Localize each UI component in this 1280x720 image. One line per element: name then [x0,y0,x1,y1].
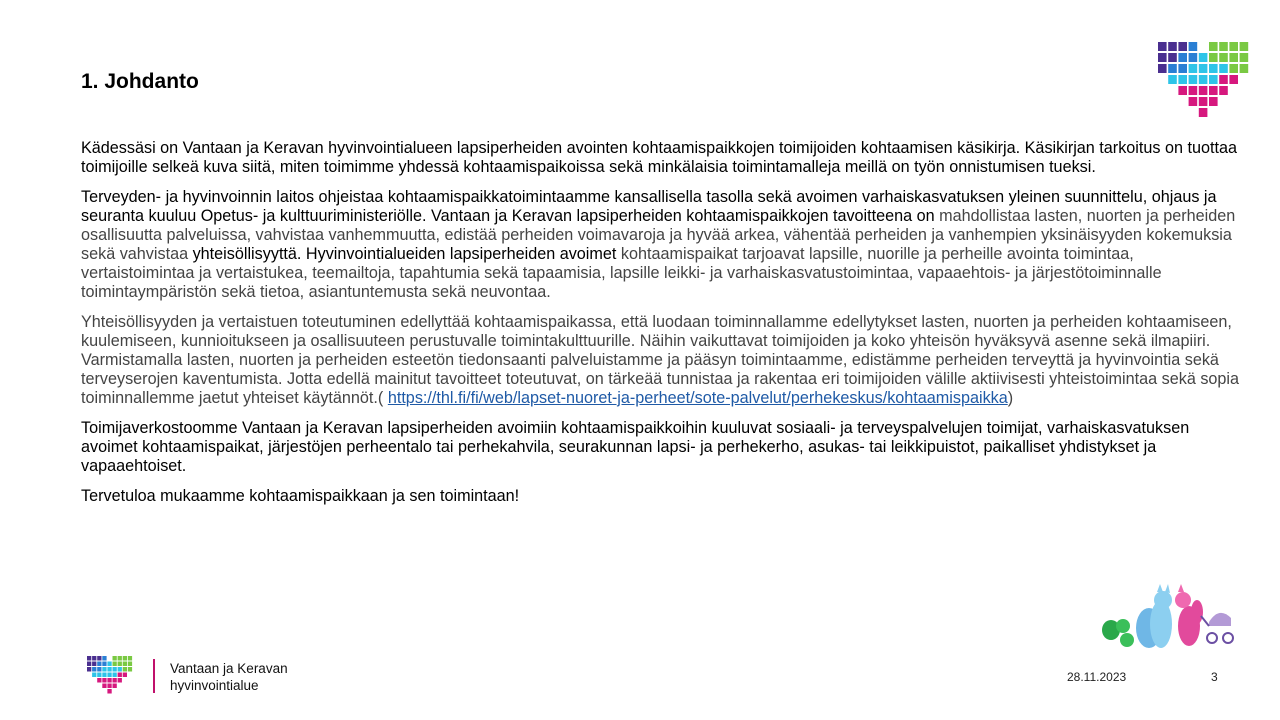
logo-pixel [1209,64,1218,73]
logo-pixel [1199,97,1208,106]
thl-paragraph [81,188,1241,302]
community-paragraph-end: ) [1007,389,1014,407]
logo-pixel [113,667,117,672]
logo-pixel [92,656,96,661]
logo-pixel [102,678,106,683]
logo-pixel [107,689,111,694]
slide-number: 3 [1211,670,1218,684]
logo-pixel [1219,42,1228,51]
logo-pixel [113,684,117,689]
logo-pixel [1219,86,1228,95]
org-line-1: Vantaan ja Keravan [170,661,288,676]
logo-pixel [92,662,96,667]
organization-name [170,660,288,694]
logo-pixel [87,667,91,672]
logo-pixel [1189,97,1198,106]
logo-pixel [123,662,127,667]
logo-pixel [102,667,106,672]
footer-logo-icon [86,656,134,701]
slide-title: 1. Johdanto [81,70,199,93]
logo-pixel [113,662,117,667]
thl-paragraph-part2: mahdollistaa lasten, nuorten ja perheiden osallisuutta palveluissa, vahvistaa vanhemmuutta, edistää perheiden voimavaroja ja hyvää arkea, vähentää perheiden ja vanhempien yksinäisyyden kokemuksia sekä vahvistaa [81,207,1236,263]
logo-pixel [1189,86,1198,95]
logo-pixel [102,673,106,678]
logo-pixel [1168,53,1177,62]
logo-pixel [118,673,122,678]
logo-pixel [87,656,91,661]
slide-date: 28.11.2023 [1067,670,1127,684]
logo-pixel [118,667,122,672]
logo-pixel [97,667,101,672]
logo-pixel [1168,75,1177,84]
logo-pixel [1189,75,1198,84]
logo-pixel [1209,86,1218,95]
logo-pixel [1199,75,1208,84]
logo-pixel [1209,97,1218,106]
logo-pixel [1178,64,1187,73]
logo-pixel [1178,53,1187,62]
logo-pixel [92,673,96,678]
logo-pixel [1209,75,1218,84]
logo-pixel [1229,64,1238,73]
logo-pixel [1168,64,1177,73]
pixel-heart-logo-icon [1158,42,1250,127]
logo-pixel [107,662,111,667]
logo-pixel [1199,64,1208,73]
thl-link[interactable]: https://thl.fi/fi/web/lapset-nuoret-ja-perheet/sote-palvelut/perhekeskus/kohtaamispaikka [387,389,1008,407]
logo-pixel [113,678,117,683]
logo-pixel [1158,53,1167,62]
logo-pixel [128,667,132,672]
org-line-2: hyvinvointialue [170,678,259,693]
logo-pixel [92,667,96,672]
logo-pixel [1178,86,1187,95]
thl-paragraph-part1: Terveyden- ja hyvinvoinnin laitos ohjeistaa kohtaamispaikkatoimintaamme kansallisella tasolla sekä avoimen varhaiskasvatuksen yleinen suunnittelu, ohjaus ja seuranta kuuluu Opetus- ja kulttuuriministeriölle. Vantaan ja Keravan lapsiperheiden kohtaamispaikkojen tavoitteena on [81,188,1217,225]
logo-pixel [1229,75,1238,84]
logo-pixel [1178,42,1187,51]
logo-pixel [102,662,106,667]
logo-pixel [97,662,101,667]
logo-pixel [113,673,117,678]
logo-pixel [1199,53,1208,62]
logo-pixel [118,678,122,683]
logo-pixel [1240,53,1249,62]
logo-pixel [118,656,122,661]
community-paragraph [81,313,1241,408]
logo-pixel [1229,42,1238,51]
logo-pixel [118,662,122,667]
logo-pixel [107,667,111,672]
logo-pixel [113,656,117,661]
thl-paragraph-part3: yhteisöllisyyttä. Hyvinvointialueiden lapsiperheiden avoimet [192,245,621,263]
logo-pixel [1199,86,1208,95]
logo-pixel [1178,75,1187,84]
logo-pixel [123,656,127,661]
logo-pixel [1189,42,1198,51]
family-animals-illustration-icon [1097,582,1237,657]
logo-pixel [102,684,106,689]
logo-pixel [87,662,91,667]
logo-pixel [1219,75,1228,84]
logo-pixel [107,673,111,678]
logo-pixel [1189,53,1198,62]
logo-pixel [1209,42,1218,51]
logo-pixel [107,684,111,689]
logo-pixel [1158,64,1167,73]
logo-pixel [1209,53,1218,62]
welcome-paragraph: Tervetuloa mukaamme kohtaamispaikkaan ja sen toimintaan! [81,487,520,505]
logo-pixel [97,678,101,683]
network-paragraph: Toimijaverkostoomme Vantaan ja Keravan lapsiperheiden avoimiin kohtaamispaikkoihin kuuluvat sosiaali- ja terveyspalvelujen toimijat, varhaiskasvatuksen avoimet kohtaamispaikat, järjestöjen perheentalo tai perhekahvila, seurakunnan lapsi- ja perhekerho, asukas- tai leikkipuistot, paikalliset yhdistykset ja vapaaehtoiset. [81,419,1190,475]
logo-pixel [123,673,127,678]
logo-pixel [1168,42,1177,51]
slide-body [81,139,1241,517]
logo-pixel [1240,64,1249,73]
logo-pixel [1158,42,1167,51]
logo-pixel [1229,53,1238,62]
community-paragraph-text: Yhteisöllisyyden ja vertaistuen toteutuminen edellyttää kohtaamispaikassa, että luodaan toiminnallamme edellytykset lasten, nuorten ja perheiden kohtaamiseen, kuulemiseen, kunnioitukseen ja osallisuuteen perustuvalle toimintakulttuurille. Näihin vaikuttavat toimijoiden ja koko yhteisön hyväksyvä asenne sekä ilmapiiri. Varmistamalla lasten, nuorten ja perheiden esteetön tiedonsaanti palveluistamme ja pääsyn toimintaamme, edistämme perheiden terveyttä ja hyvinvointia sekä terveyserojen kaventumista. Jotta edellä mainitut tavoitteet toteutuvat, on tärkeää tunnistaa ja rakentaa eri toimijoiden välille aktiivisesti yhteistoimintaa sekä sopia toiminnallemme jaetut yhteiset käytännöt.( [81,313,1240,407]
logo-pixel [102,656,106,661]
logo-pixel [128,662,132,667]
footer-divider [153,659,155,693]
logo-pixel [1219,64,1228,73]
logo-pixel [128,656,132,661]
logo-pixel [97,673,101,678]
logo-pixel [123,667,127,672]
logo-pixel [1189,64,1198,73]
logo-pixel [97,656,101,661]
logo-pixel [1240,42,1249,51]
logo-pixel [1219,53,1228,62]
intro-paragraph: Kädessäsi on Vantaan ja Keravan hyvinvointialueen lapsiperheiden avointen kohtaamispaikkojen toimijoiden kohtaamisen käsikirja. Käsikirjan tarkoitus on tuottaa toimijoille selkeä kuva siitä, miten toimimme yhdessä kohtaamispaikoissa sekä minkälaisia toimintamalleja meillä on työn onnistumisen tueksi. [81,139,1237,176]
logo-pixel [1199,108,1208,117]
thl-paragraph-part4: kohtaamispaikat tarjoavat lapsille, nuorille ja perheille avointa toimintaa, vertaistoimintaa ja vertaistukea, teemailtoja, tapahtumia sekä tapaamisia, lapsille leikki- ja varhaiskasvatustoimintaa, vapaaehtois- ja järjestötoiminnalle toimintaympäristön sekä tietoa, asiantuntemusta sekä neuvontaa. [81,245,1162,301]
logo-pixel [107,678,111,683]
